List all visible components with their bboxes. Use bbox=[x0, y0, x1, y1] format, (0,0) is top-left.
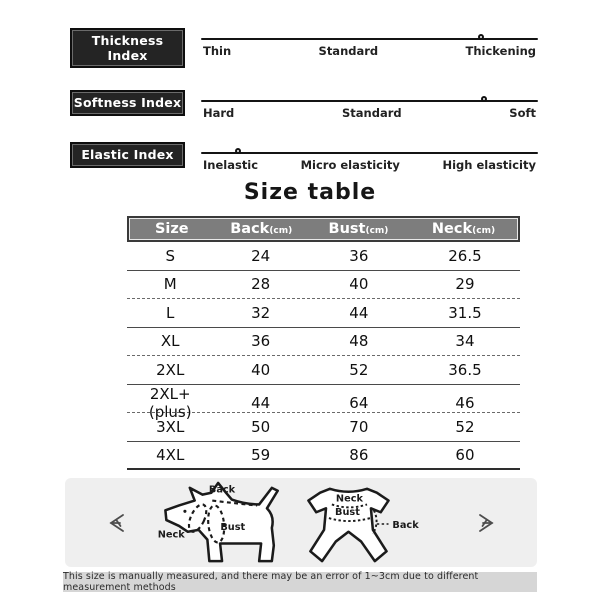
tick-label: Soft bbox=[509, 106, 536, 120]
carousel-prev-button[interactable] bbox=[105, 510, 127, 536]
tick-label: Hard bbox=[203, 106, 235, 120]
softness-slider-ticks bbox=[201, 106, 538, 120]
elastic-index-label: Elastic Index bbox=[70, 142, 185, 168]
table-row: L 32 44 31.5 bbox=[127, 299, 520, 328]
elastic-slider-track bbox=[201, 152, 538, 154]
table-row: 2XL+ (plus) 44 64 46 bbox=[127, 385, 520, 414]
tick-label: Thickening bbox=[465, 44, 536, 58]
garment-measure-figure bbox=[294, 481, 442, 565]
table-row: 4XL 59 86 60 bbox=[127, 442, 520, 471]
tick-label: Micro elasticity bbox=[300, 158, 400, 172]
chevron-left-icon bbox=[105, 510, 127, 536]
size-table-header bbox=[127, 216, 520, 242]
tick-label: Inelastic bbox=[203, 158, 259, 172]
elastic-slider-ticks bbox=[201, 158, 538, 172]
thickness-slider-marker bbox=[478, 34, 484, 40]
measurement-diagram-panel bbox=[65, 478, 537, 567]
chevron-right-icon bbox=[476, 510, 498, 536]
tick-label: Standard bbox=[341, 106, 402, 120]
table-row: M 28 40 29 bbox=[127, 271, 520, 300]
thickness-slider-ticks bbox=[201, 44, 538, 58]
dog-measure-figure bbox=[157, 481, 290, 565]
dog-illustration-icon bbox=[157, 481, 290, 565]
elastic-slider-marker bbox=[235, 148, 241, 154]
table-row: S 24 36 26.5 bbox=[127, 242, 520, 271]
col-header-neck: Neck(cm) bbox=[431, 221, 496, 237]
garment-bust-label: Bust bbox=[334, 506, 360, 518]
size-table bbox=[127, 216, 520, 470]
tick-label: High elasticity bbox=[442, 158, 536, 172]
dog-neck-label: Neck bbox=[157, 529, 185, 541]
softness-slider-track bbox=[201, 100, 538, 102]
table-row: 3XL 50 70 52 bbox=[127, 413, 520, 442]
tick-label: Standard bbox=[318, 44, 379, 58]
index-section bbox=[70, 28, 538, 194]
garment-neck-label: Neck bbox=[335, 493, 363, 505]
dog-bust-label: Bust bbox=[219, 521, 245, 533]
elastic-index-row bbox=[70, 142, 538, 172]
table-row: 2XL 40 52 36.5 bbox=[127, 356, 520, 385]
softness-slider-marker bbox=[481, 96, 487, 102]
thickness-index-label: Thickness Index bbox=[70, 28, 185, 68]
col-header-size: Size bbox=[154, 221, 189, 237]
thickness-slider bbox=[201, 28, 538, 58]
size-table-title: Size table bbox=[243, 180, 377, 205]
elastic-slider bbox=[201, 142, 538, 172]
col-header-bust: Bust(cm) bbox=[328, 221, 389, 237]
dog-back-label: Back bbox=[208, 484, 235, 496]
garment-back-label: Back bbox=[391, 519, 419, 531]
thickness-index-row bbox=[70, 28, 538, 68]
softness-slider bbox=[201, 90, 538, 120]
garment-illustration-icon bbox=[294, 481, 442, 565]
carousel-next-button[interactable] bbox=[476, 510, 498, 536]
thickness-slider-track bbox=[201, 38, 538, 40]
softness-index-row bbox=[70, 90, 538, 120]
measurement-disclaimer: This size is manually measured, and there may be an error of 1~3cm due to different measurement methods bbox=[63, 572, 537, 592]
col-header-back: Back(cm) bbox=[230, 221, 293, 237]
tick-label: Thin bbox=[203, 44, 232, 58]
softness-index-label: Softness Index bbox=[70, 90, 185, 116]
table-row: XL 36 48 34 bbox=[127, 328, 520, 357]
